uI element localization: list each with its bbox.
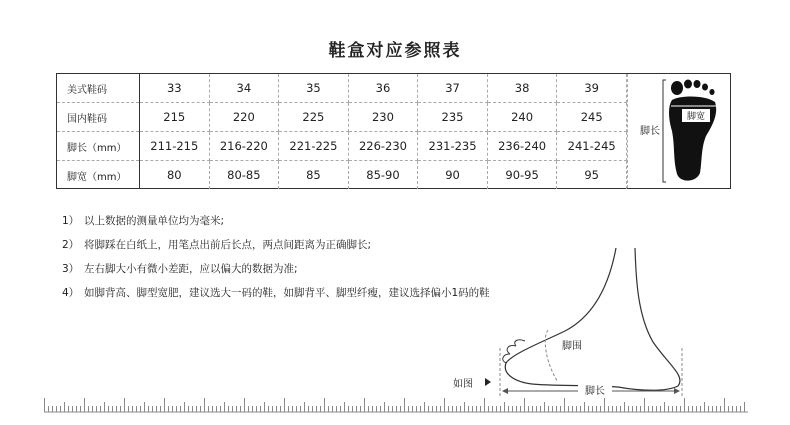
table-cell: 216-220 — [209, 132, 279, 161]
note-text: 将脚踩在白纸上，用笔点出前后长点，两点间距离为正确脚长; — [84, 239, 372, 251]
table-cell: 39 — [557, 74, 627, 103]
table-cell: 215 — [140, 103, 210, 132]
as-shown-label: 如图 — [453, 379, 473, 390]
notes-list — [62, 209, 490, 305]
table-cell: 230 — [348, 103, 418, 132]
table-cell: 35 — [279, 74, 349, 103]
note-text: 左右脚大小有微小差距，应以偏大的数据为准; — [84, 263, 298, 275]
foot-diagram-cell — [627, 74, 731, 188]
table-cell: 85 — [279, 161, 349, 190]
table-cell: 225 — [279, 103, 349, 132]
table-cell: 240 — [487, 103, 557, 132]
row-header: 脚长（mm） — [57, 132, 140, 161]
note-number: 2） — [62, 239, 80, 251]
table-cell: 80 — [140, 161, 210, 190]
table-cell: 236-240 — [487, 132, 557, 161]
foot-measure-illustration — [440, 246, 710, 396]
table-cell: 245 — [557, 103, 627, 132]
table-cell: 80-85 — [209, 161, 279, 190]
table-cell: 241-245 — [557, 132, 627, 161]
table-cell: 33 — [140, 74, 210, 103]
list-item — [62, 281, 490, 305]
page-title: 鞋盒对应参照表 — [328, 41, 462, 61]
table-cell: 38 — [487, 74, 557, 103]
list-item — [62, 233, 490, 257]
note-number: 1） — [62, 215, 80, 227]
foot-width-label: 脚宽 — [686, 112, 706, 122]
table-cell: 90 — [418, 161, 488, 190]
table-cell: 220 — [209, 103, 279, 132]
foot-girth-label: 脚围 — [562, 341, 582, 352]
table-cell: 34 — [209, 74, 279, 103]
note-text: 如脚背高、脚型宽肥，建议选大一码的鞋，如脚背平、脚型纤瘦，建议选择偏小1码的鞋 — [84, 287, 490, 299]
note-text: 以上数据的测量单位均为毫米; — [84, 215, 225, 227]
row-header: 国内鞋码 — [57, 103, 140, 132]
table-cell: 90-95 — [487, 161, 557, 190]
row-header: 美式鞋码 — [57, 74, 140, 103]
arrow-right-icon — [485, 378, 491, 386]
table-cell: 231-235 — [418, 132, 488, 161]
table-cell: 37 — [418, 74, 488, 103]
ruler — [44, 397, 748, 413]
note-number: 3） — [62, 263, 80, 275]
table-row-cn-size — [57, 103, 627, 132]
table-cell: 211-215 — [140, 132, 210, 161]
footprint-icon — [660, 76, 730, 186]
table-row-foot-width — [57, 161, 627, 190]
note-number: 4） — [62, 287, 80, 299]
foot-length-measure-label: 脚长 — [585, 386, 605, 396]
table-cell: 226-230 — [348, 132, 418, 161]
size-chart-table — [56, 73, 731, 189]
table-cell: 221-225 — [279, 132, 349, 161]
table-cell: 95 — [557, 161, 627, 190]
list-item — [62, 257, 490, 281]
row-header: 脚宽（mm） — [57, 161, 140, 190]
table-row-us-size — [57, 74, 627, 103]
size-grid — [57, 74, 627, 189]
list-item — [62, 209, 490, 233]
table-row-foot-length — [57, 132, 627, 161]
foot-length-label: 脚长 — [640, 126, 660, 137]
table-cell: 85-90 — [348, 161, 418, 190]
table-cell: 36 — [348, 74, 418, 103]
table-cell: 235 — [418, 103, 488, 132]
